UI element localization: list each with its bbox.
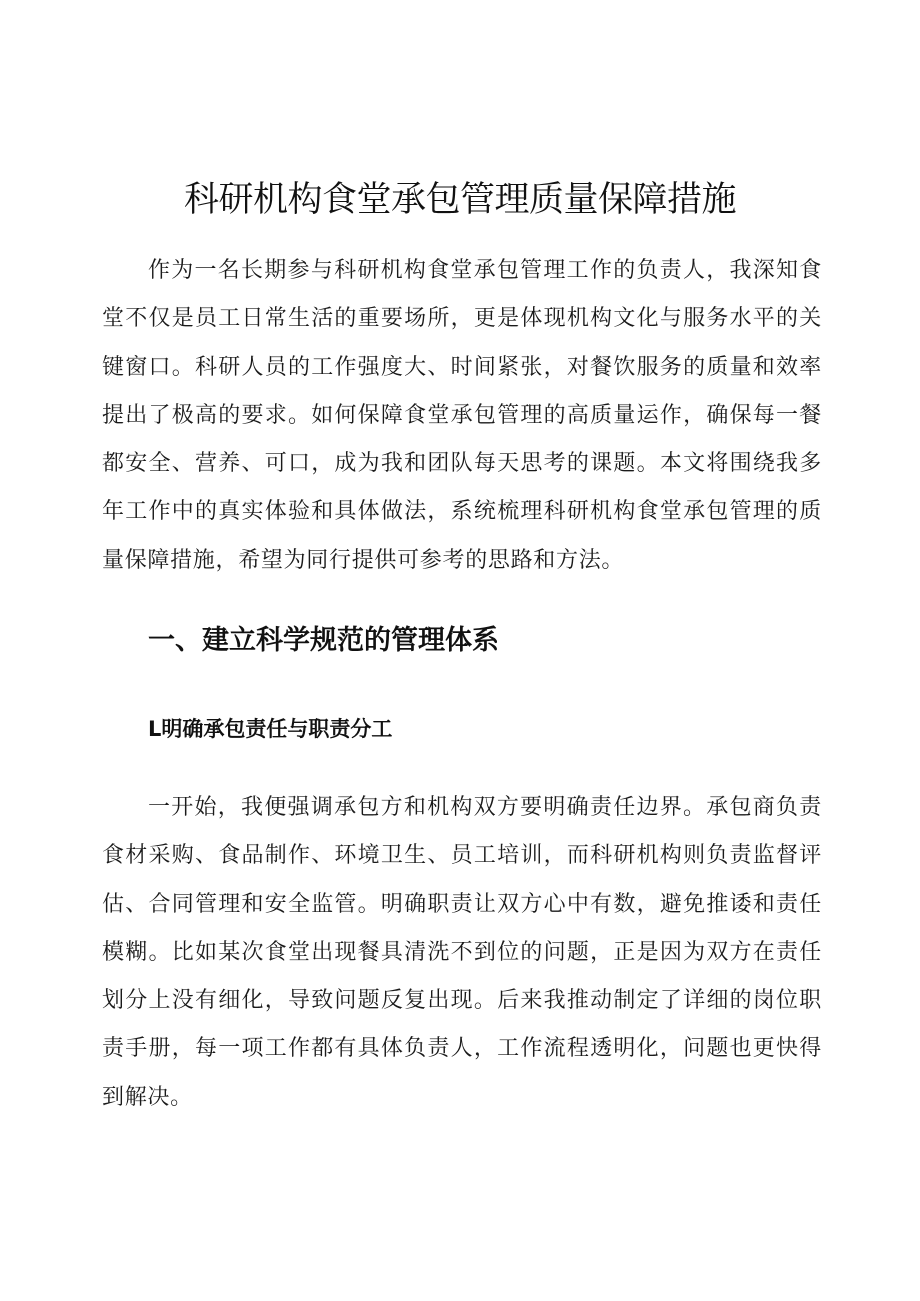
document-title: 科研机构食堂承包管理质量保障措施: [183, 180, 736, 220]
section-heading: 一、建立科学规范的管理体系: [148, 625, 499, 656]
intro-paragraph: 作为一名长期参与科研机构食堂承包管理工作的负责人，我深知食堂不仅是员工日常生活的重要场所，更是体现机构文化与服务水平的关键窗口。科研人员的工作强度大、时间紧张，对餐饮服务的质量和效率提出了极高的要求。如何保障食堂承包管理的高质量运作，确保每一餐都安全、营养、可口，成为我和团队每天思考的课题。本文将围绕我多年工作中的真实体验和具体做法，系统梳理科研机构食堂承包管理的质量保障措施，希望为同行提供可参考的思路和方法。: [102, 258, 822, 573]
subsection-paragraph: 一开始，我便强调承包方和机构双方要明确责任边界。承包商负责食材采购、食品制作、环境卫生、员工培训，而科研机构则负责监督评估、合同管理和安全监管。明确职责让双方心中有数，避免推诿和责任模糊。比如某次食堂出现餐具清洗不到位的问题，正是因为双方在责任划分上没有细化，导致问题反复出现。后来我推动制定了详细的岗位职责手册，每一项工作都有具体负责人，工作流程透明化，问题也更快得到解决。: [102, 795, 822, 1110]
subsection-heading: L明确承包责任与职责分工: [148, 717, 393, 741]
